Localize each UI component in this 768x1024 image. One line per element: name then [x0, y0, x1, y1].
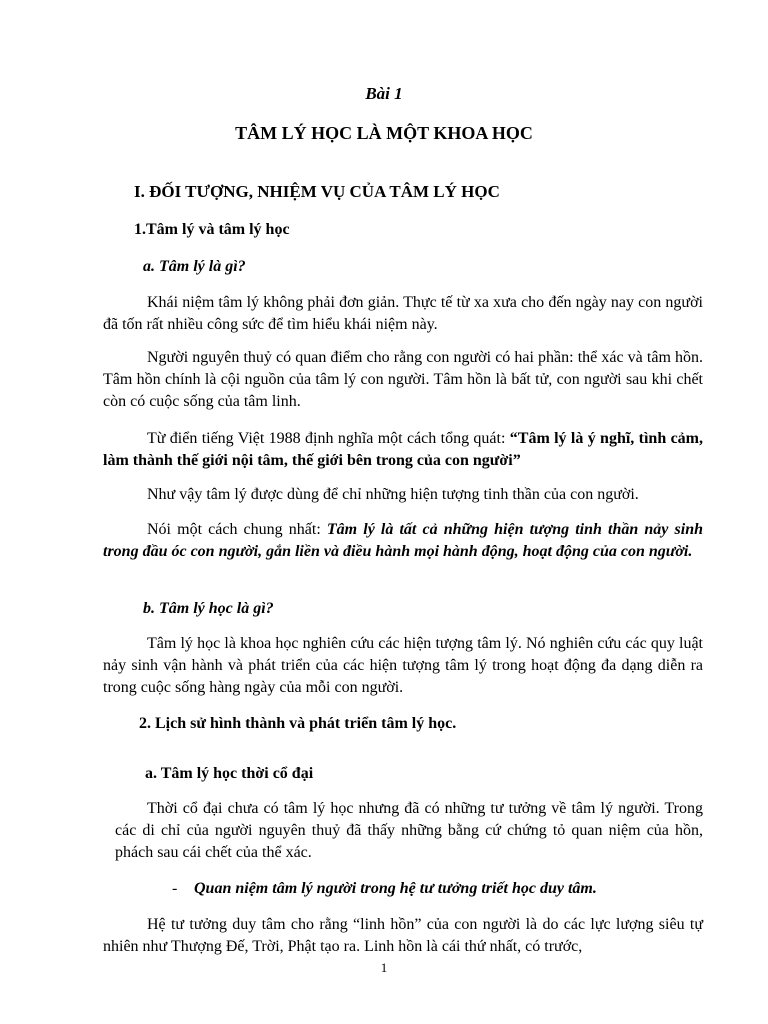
paragraph-6 — [103, 633, 703, 699]
paragraph-3-lead: Từ điển tiếng Việt 1988 định nghĩa một cách tổng quát: — [147, 430, 510, 447]
subheading-2a: a. Tâm lý học thời cổ đại — [145, 765, 314, 782]
paragraph-5-definition: Tâm lý là tất cả những hiện tượng tinh thần nảy sinh trong đầu óc con người, gắn liền và điều hành mọi hành động, hoạt động của con người. — [103, 521, 703, 560]
subheading-1: 1.Tâm lý và tâm lý học — [134, 221, 290, 238]
paragraph-6-text: Tâm lý học là khoa học nghiên cứu các hiện tượng tâm lý. Nó nghiên cứu các quy luật nảy sinh vận hành và phát triển của các hiện tượng tâm lý trong hoạt động đa dạng diễn ra trong cuộc sống hàng ngày của mỗi con người. — [103, 635, 703, 696]
paragraph-3-definition: “Tâm lý là ý nghĩ, tình cảm, làm thành thế giới nội tâm, thế giới bên trong của con người” — [103, 430, 703, 469]
section-heading-1: I. ĐỐI TƯỢNG, NHIỆM VỤ CỦA TÂM LÝ HỌC — [134, 182, 500, 201]
page-title: TÂM LÝ HỌC LÀ MỘT KHOA HỌC — [235, 123, 533, 143]
paragraph-1-text: Khái niệm tâm lý không phải đơn giản. Thực tế từ xa xưa cho đến ngày nay con người đã tốn rất nhiều công sức để tìm hiểu khái niệm này. — [103, 294, 703, 333]
paragraph-7-text: Thời cổ đại chưa có tâm lý học nhưng đã có những tư tưởng về tâm lý người. Trong các di chỉ của người nguyên thuỷ đã thấy những bằng cứ chứng tỏ quan niệm của hồn, phách sau cái chết của thể xác. — [115, 800, 703, 861]
lesson-label: Bài 1 — [365, 84, 403, 103]
subheading-2: 2. Lịch sử hình thành và phát triển tâm lý học. — [139, 715, 457, 732]
paragraph-4 — [103, 484, 703, 506]
paragraph-3 — [103, 428, 703, 472]
dash-list-item — [172, 880, 597, 898]
paragraph-5 — [103, 519, 703, 563]
page-number: 1 — [380, 960, 388, 975]
subheading-1a: a. Tâm lý là gì? — [143, 258, 246, 275]
dash-list-item-text: Quan niệm tâm lý người trong hệ tư tưởng triết học duy tâm. — [194, 880, 597, 897]
paragraph-8-text: Hệ tư tưởng duy tâm cho rằng “linh hồn” của con người là do các lực lượng siêu tự nhiên như Thượng Đế, Trời, Phật tạo ra. Linh hồn là cái thứ nhất, có trước, — [103, 916, 703, 955]
paragraph-4-text: Như vậy tâm lý được dùng để chỉ những hiện tượng tinh thần của con người. — [147, 486, 639, 503]
paragraph-7 — [115, 798, 703, 864]
list-dash: - — [172, 880, 178, 897]
paragraph-1 — [103, 292, 703, 336]
paragraph-5-lead: Nói một cách chung nhất: — [147, 521, 327, 538]
subheading-1b: b. Tâm lý học là gì? — [143, 600, 274, 617]
paragraph-2 — [103, 347, 703, 413]
paragraph-8 — [103, 914, 703, 958]
paragraph-2-text: Người nguyên thuỷ có quan điểm cho rằng con người có hai phần: thể xác và tâm hồn. Tâm hồn chính là cội nguồn của tâm lý con người. Tâm hồn là bất tử, con người sau khi chết còn có cuộc sống của tâm linh. — [103, 349, 703, 410]
